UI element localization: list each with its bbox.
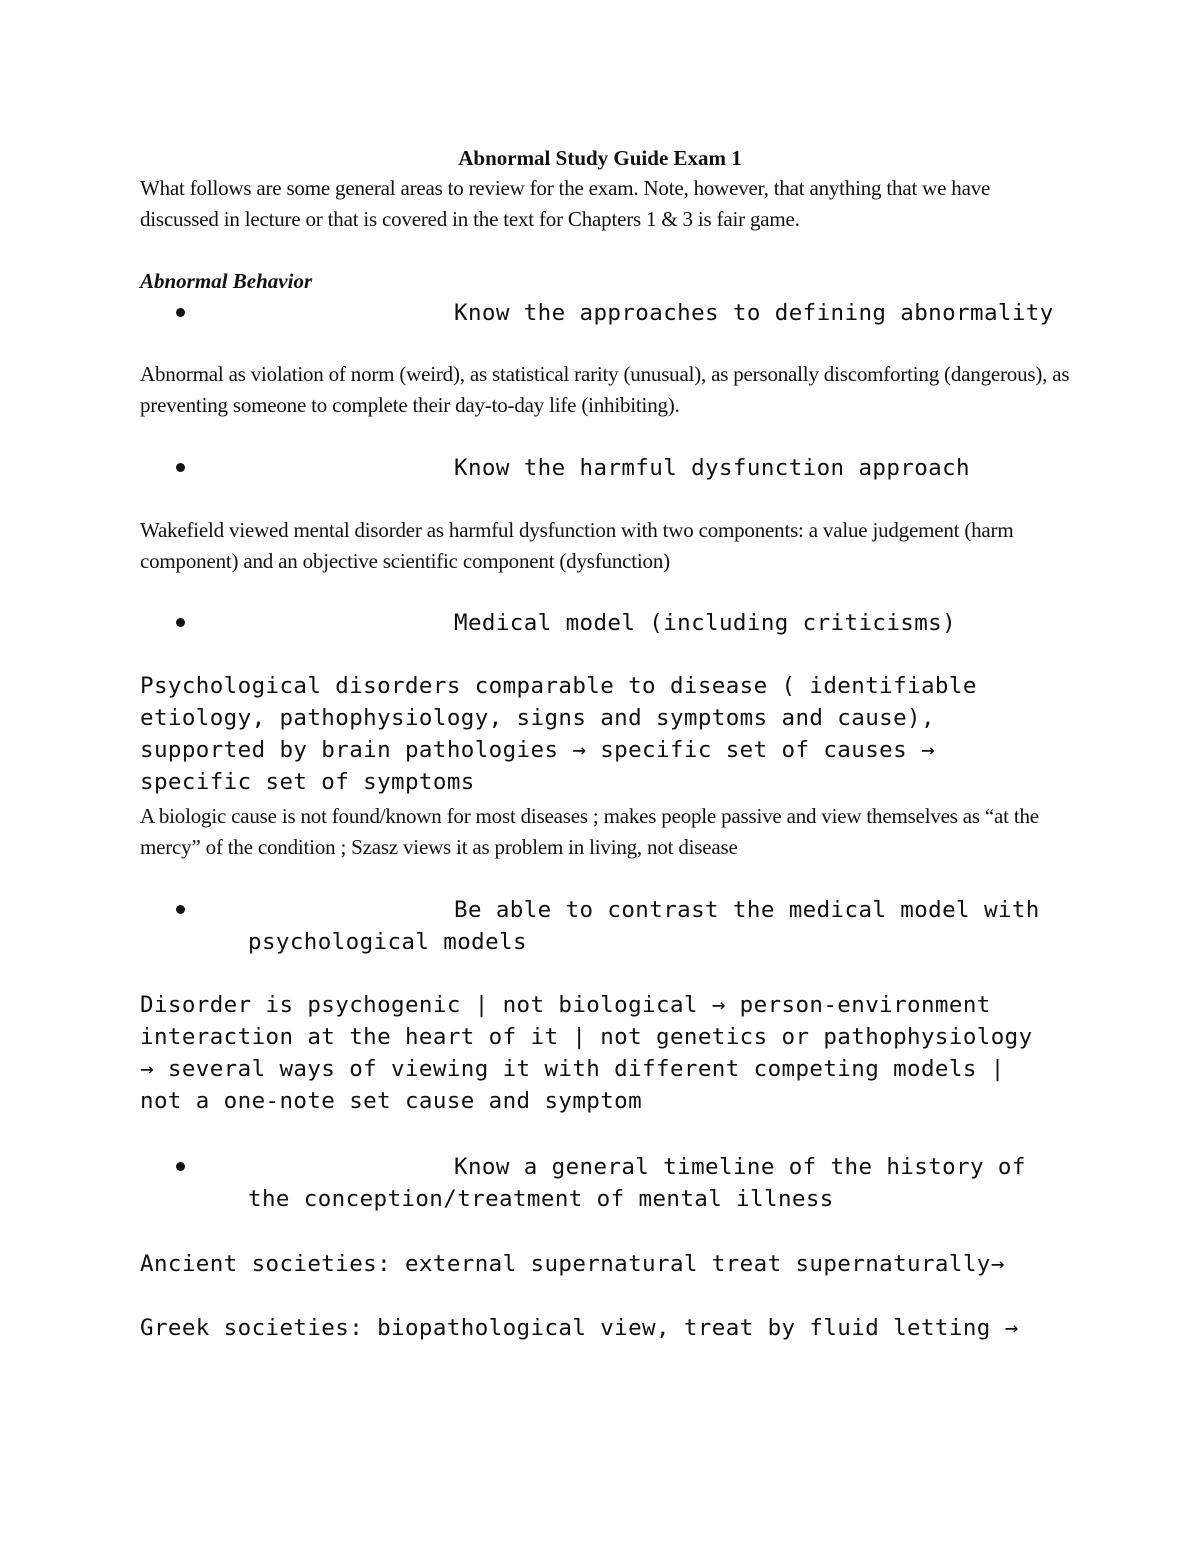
bullet-text: Know the harmful dysfunction approach (454, 455, 971, 481)
bullet-icon (176, 308, 185, 317)
answer-line-mono: Ancient societies: external supernatural treat supernaturally→ (140, 1251, 1005, 1277)
answer-paragraph-mono: Disorder is psychogenic | not biological → person-environment interaction at the heart of it | not genetics or pathophysiology → several ways of viewing it with different competing models | not a one-note set cause and symptom (140, 992, 1033, 1114)
bullet-text: Be able to contrast the medical model with psychological models (248, 897, 1040, 955)
section-heading: Abnormal Behavior (140, 269, 313, 293)
answer-paragraph: A biologic cause is not found/known for most diseases ; makes people passive and view themselves as “at the mercy” of the condition ; Szasz views it as problem in living, not disease (140, 804, 1039, 859)
bullet-icon (176, 1162, 185, 1171)
intro-paragraph: What follows are some general areas to review for the exam. Note, however, that anything that we have discussed in lecture or that is covered in the text for Chapters 1 & 3 is fair game. (140, 176, 991, 231)
answer-paragraph: Wakefield viewed mental disorder as harmful dysfunction with two components: a value judgement (harm component) and an objective scientific component (dysfunction) (140, 518, 1014, 573)
bullet-icon (176, 463, 185, 472)
bullet-text: Know a general timeline of the history of the conception/treatment of mental illness (248, 1154, 1026, 1212)
page-title: Abnormal Study Guide Exam 1 (458, 146, 742, 170)
answer-paragraph: Abnormal as violation of norm (weird), as statistical rarity (unusual), as personally discomforting (dangerous), as preventing someone to complete their day-to-day life (inhibiting). (140, 362, 1070, 417)
bullet-text: Medical model (including criticisms) (454, 610, 957, 636)
answer-paragraph-mono: Psychological disorders comparable to disease ( identifiable etiology, pathophysiology, signs and symptoms and cause), supported by brain pathologies → specific set of causes → specific set of symptoms (140, 673, 977, 795)
bullet-icon (176, 618, 185, 627)
bullet-icon (176, 905, 185, 914)
bullet-text: Know the approaches to defining abnormality (454, 300, 1054, 326)
answer-line-mono: Greek societies: biopathological view, treat by fluid letting → (140, 1315, 1019, 1341)
